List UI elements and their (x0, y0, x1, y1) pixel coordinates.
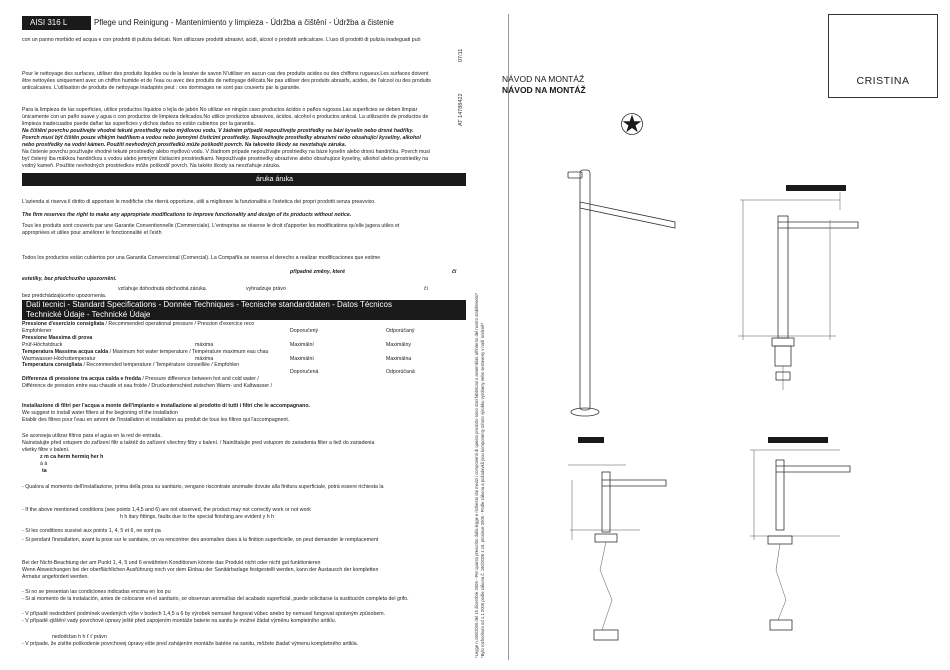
heading-install-1: NÁVOD NA MONTÁŽ (502, 74, 585, 84)
care-it: con un panno morbido ed acqua e con prodotti di pulizia delicati. Non utilizzare prodotti abrasivi, acidi, alcool o prodotti anticalcare. L'uso di prodotti di pulizia inadeguati può (22, 37, 421, 43)
install-cz-2: všetky filtre v balení. (22, 447, 70, 453)
care-cz-2: Povrch musí být čištěn pouze vlhkým hadříkem a vodou nebo jemnými čisticími prostředky. Nepoužívejte prostředky abrazivní nebo obsahující kyseliny, alkohol (22, 135, 421, 141)
spec-row-value: máxima (195, 341, 214, 348)
note-5: - Si pendant l'installation, avant la pose sur le sanitaire, on va rencontrer des anomalies dues à la finition superficielle, on peut demander le remplacement (22, 537, 379, 543)
spec-row-value: Odporúčaná (386, 369, 415, 376)
heading-install-2: NÁVOD NA MONTÁŽ (502, 85, 586, 95)
specs-title-1: Dati tecnici - Standard Specifications - Donnée Techniques - Tecnische standarddaten - Datos Técnicos (26, 300, 392, 309)
spec-row-title: Temperatura Massima acqua calda (22, 348, 109, 355)
warranty-sk-c: či (424, 286, 428, 292)
brand-box (828, 14, 938, 98)
care-fr-1: Pour le nettoyage des surfaces, utiliser des produits liquides ou de la lessive de savon N'utiliser en aucun cas des produits acides ou des chiffons rugueux.Les surfaces doivent (22, 71, 429, 77)
note-8: Armatur angefordert werden. (22, 574, 89, 580)
specs-bar (22, 300, 466, 320)
brand-name: CRISTINA (856, 75, 910, 87)
note-6: Bei der Nicht-Beachtung der am Punkt 1, 4, 5 und 6 erwähnten Konditionen könnte das Produkt nicht oder nicht gut funktionieren (22, 560, 321, 566)
material-tag: AISI 316 L (30, 18, 68, 27)
note-14: - V prípade, že zistíte poškodenie povrchovej úpravy ešte pred zahájením montáže batérie na sanitu, môžete žiadať výmenu kompletného artikla. (22, 641, 359, 647)
note-10: - Si al momento de la instalación, antes de colocarse en el sanitario, se observan anomalías del acabado superficial, puede solicitarse la sustitución completa del grifo. (22, 596, 409, 602)
install-es: Se aconseja utilizar filtros para el agua en la red de entrada. (22, 433, 162, 439)
spec-row (22, 362, 466, 368)
warranty-en: The firm reserves the right to make any appropriate modifications to improve functionality and design of its products without notice. (22, 212, 352, 218)
warranty-cz-end: či (452, 269, 457, 275)
care-es-1: Para la limpieza de las superficies, utilice productos líquidos o lejía de jabón No utilizar en ningún caso productos ácidos o paños rugosos.Las superficies se deben limpiar (22, 107, 418, 113)
spec-row-value: Odporúčaný (386, 327, 415, 334)
spec-row-title: Warmwasser-Höchsttemperatur (22, 355, 96, 362)
install-cz: Nainstalujte před vstupem do zařízení filtr a taktéž do zařízení všechny filtry v balení. / Nainštalujte pred vstupom do zariadenia filter a tiež do zariadenia (22, 440, 375, 446)
spec-row-title: Pressione Massima di prova (22, 334, 93, 341)
warranty-bar-title: áruka áruka (256, 176, 293, 183)
care-fr-3: anticalcaires. L'utilisation de produits de nettoyage inadaptés peut : ces dommages ne sont pas couverts par la garantie. (22, 85, 301, 91)
note-12: - V případě zjištění vady povrchové úpravy ještě před zapojením montáže baterie na sanitu je možné žádat výměnu kompletního artiklu. (22, 618, 337, 624)
warranty-fr-2: appropriées et utiles pour améliorer le fonctionnalité et l'esth (22, 230, 162, 236)
note-2: - If the above mentioned conditions (see points 1,4,5 and 6) are not observed, the product may not correctly work or not work (22, 507, 311, 513)
warranty-es: Todos los productos están cubiertos por una Garantía Convencional (Comercial). La Compañía se reserva el derecho a realizar modificaciones que estime (22, 255, 381, 261)
faucet-drawing-icon (540, 150, 950, 660)
warranty-fr-1: Tous les produits sont couverts par une Garantie Conventionnelle (Commerciale). L'entreprise se réserve le droit d'apporter les modifications qu'elle jugera utiles et (22, 223, 400, 229)
note-11: - V případě nedodržení podmínek uvedených výše v bodech 1,4,5 a 6 by výrobek nemusel fungovat vůbec anebo by nemusel fungovat správným způsobem. (22, 611, 386, 617)
care-es-2: únicamente con un paño suave y agua o con productos de limpieza delicados.No utilice productos abrasivos, ácidos, alcohol o productos antical. La utilización de productos de (22, 114, 429, 120)
legal-note-2: *Bylo rozhodnuto od 1.1.2006 podle zákona č. 190/2006 z 15. prosince 2005 - Podle zákona a požadavků jsou komponenty tohoto výrobku vyrobeny nebo sestaveny v naší továrně* (480, 322, 485, 658)
legal-note-1: *Legge n.190/2006 del 15 dicembre 2005 - Per quanto prescritto dalla legge e richiesto dai mezzi i componenti di questo prodotto sono stati fabbricati o assemblati all'interno del nostro stabilimento* (474, 292, 479, 658)
spec-row-rest: / Pressure difference between hot and cold water / (140, 376, 259, 383)
spec-row-title: Pressione d'esercizio consigliata (22, 321, 105, 327)
install-en: We suggest to install water filters at the beginning of the installation (22, 410, 178, 416)
care-cz-1: Na čištění povrchu používejte vhodné tekuté prostředky nebo mýdlovou vodu. V žádném případě nepoužívejte prostředky na bázi kyselin nebo drsné hadříky. (22, 128, 414, 134)
spec-row-value: Maximální (290, 341, 314, 348)
spec-row-rest: / Recommended operational pressure / Pression d'exercice reco (104, 321, 255, 327)
spec-row (22, 321, 466, 327)
spec-row-value: Doporučený (290, 327, 319, 334)
spec-row-title: Temperatura consigliata (22, 362, 83, 369)
care-es-3: limpieza inadecuados puede dañar las superficies y dichos daños no están cubiertos por la garantía. (22, 121, 255, 127)
note-13: nedodržan h h ť ť právn (52, 634, 107, 640)
care-sk-1: Na čistenie povrchu používajte vhodné tekuté prostriedky alebo mydlovú vodu. V žiadnom prípade nepoužívajte prostriedky na báze kyselín alebo drsnú handričku. Povrch musí (22, 149, 431, 155)
spec-row-value: Maximální (290, 355, 314, 362)
install-fr: Etablir des filtres pour l'eau en amont de l'installation et installation au produit de tous les filtres qui l'accompagnent. (22, 417, 290, 423)
page-divider (508, 14, 509, 660)
spec-row-title: Différence de pression entre eau chaude et eau froide / Druckunterschied zwischen Warm- und Kaltwasser / (22, 383, 273, 390)
note-1: - Qualora al momento dell'installazione, prima della posa su sanitario, vengano riscontrate anomalie dovute alla finitura superficiale, potrà essere richiesta la (22, 484, 384, 490)
spec-row (22, 335, 466, 341)
install-fragment-1: z m ca herm hermiq her h (40, 454, 104, 460)
spec-row-value: máxima (195, 355, 214, 362)
care-cz-3: nebo prostředky na vodní kámen. Použití nevhodných prostředků může poškodit povrch. Na takovéto škody se nevztahuje záruka. (22, 142, 347, 148)
spec-row-value: Maximálny (386, 341, 411, 348)
spec-row-value: Maximálna (386, 355, 412, 362)
note-9: - Si no se presentan las condiciones indicadas encima en los pu (22, 589, 171, 595)
spec-row-title: Differenza di pressione tra acqua calda e fredda (22, 376, 141, 383)
install-fragment-2: à à (40, 461, 48, 467)
care-fr-2: être nettoyées uniquement avec un chiffon humide et de l'eau ou avec des produits de nettoyage délicats.Ne pas utiliser des produits abrasifs, acides, de l'alcool ou des produits (22, 78, 431, 84)
page-title: Pflege und Reinigung - Mantenimiento y limpieza - Údržba a čištění - Údržba a čistenie (90, 16, 466, 30)
spec-row (22, 376, 466, 382)
doc-date: 07/11 (458, 48, 464, 62)
warranty-cz-2: estetiky, bez předchozího upozornění. (22, 276, 117, 282)
warranty-it: L'azienda si riserva il diritto di apportare le modifiche che riterrà opportune, utili a migliorare la funzionalità e l'estetica dei propri prodotti senza preavviso. (22, 199, 376, 205)
spec-row-value: Doporučená (290, 369, 319, 376)
install-fragment-3: ta (42, 468, 47, 474)
spec-row-rest: / Maximum hot water temperature / Température maximum eau chau (108, 348, 269, 355)
warranty-sk-2: bez predchádzajúceho upozornenia. (22, 293, 107, 299)
spec-row (22, 349, 466, 355)
spec-row-rest: / Recommended temperature / Température conseillée / Empfohlen (82, 362, 240, 369)
specs-title-2: Technické Údaje - Technické Údaje (26, 309, 151, 319)
warranty-sk-a: vzťahuje dohodnutá obchodná záruka. (118, 286, 208, 292)
spec-row-title: Empfohlener (22, 327, 52, 334)
warranty-sk-b: vyhradzuje právo (246, 286, 286, 292)
note-3: h h itary fittings, faults due to the special finishing are evident y h h (120, 514, 275, 520)
warranty-cz-mid: případné změny, které (290, 269, 346, 275)
install-it: Installazione di filtri per l'acqua a monte dell'impianto e installazione al prodotto di tutti i filtri che le accompagnano. (22, 403, 310, 409)
star-logo-icon (620, 112, 644, 136)
spec-row (22, 383, 466, 389)
spec-row-title: Prüf-Höchstdruck (22, 341, 63, 348)
warranty-bar (22, 173, 466, 186)
care-sk-3: vodný kameň. Použitie nevhodných prostriedkov môže poškodiť povrch. Na takéto škody sa nevzťahuje záruka. (22, 163, 281, 169)
care-sk-2: byť čistený iba mäkkou handričkou s vodou alebo jemnými čistiacimi prostriedkami. Nepoužívajte prostriedky abrazívne alebo obsahujúce kyseliny, alkohol alebo prostriedky na (22, 156, 429, 162)
note-4: - Si les conditions susvisé aux points 1, 4, 5 et 6, ne sont pa (22, 528, 161, 534)
doc-code: AT 14788422 (458, 93, 464, 126)
note-7: Wenn Abweichungen bei der oberflächlichen Ausführung noch vor dem Einbau der Sanitärbarlage festgestellt werden, kann der Austausch der kompletten (22, 567, 379, 573)
